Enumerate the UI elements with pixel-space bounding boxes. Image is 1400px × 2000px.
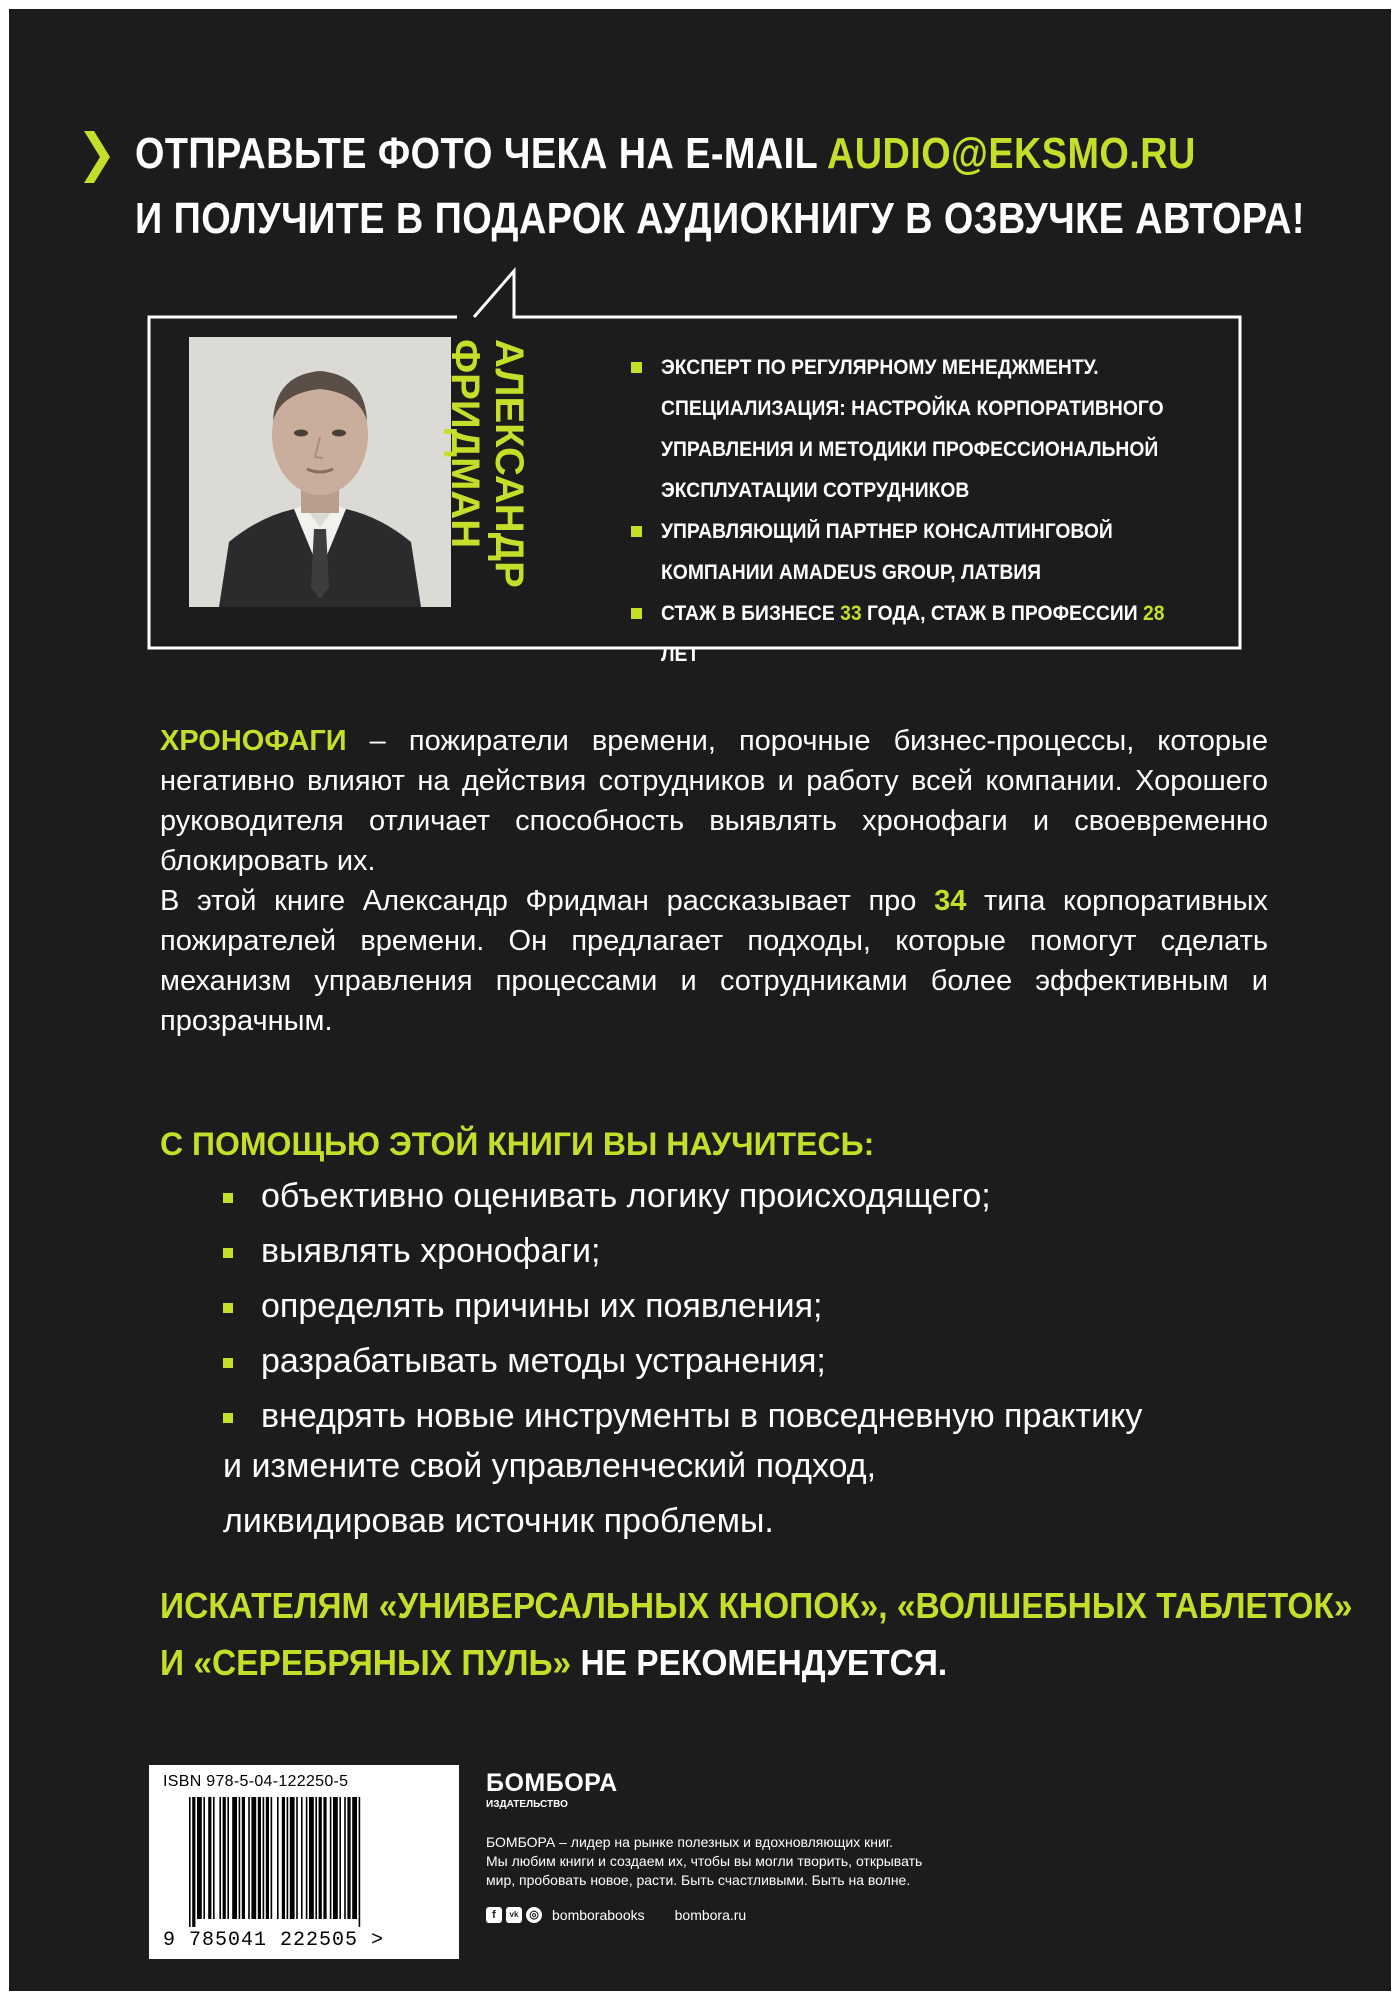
author-first-name: АЛЕКСАНДР — [487, 339, 531, 588]
publisher-social — [486, 1907, 746, 1923]
list-item: разрабатывать методы устранения; — [223, 1334, 1323, 1389]
barcode-digits: 9 785041 222505 > — [163, 1929, 385, 1952]
bullet-square-icon — [631, 526, 642, 537]
list-item: определять причины их появления; — [223, 1279, 1323, 1334]
skills-outro: и измените свой управленческий подход, ликвидировав источник проблемы. — [223, 1447, 877, 1540]
bullet-square-icon — [631, 362, 642, 373]
bullet-square-icon — [223, 1358, 233, 1368]
skills-heading: С ПОМОЩЬЮ ЭТОЙ КНИГИ ВЫ НАУЧИТЕСЬ: — [160, 1126, 875, 1162]
bullet-square-icon — [223, 1303, 233, 1313]
publisher-logo: БОМБОРА — [486, 1769, 618, 1797]
book-back-cover — [9, 9, 1391, 1991]
isbn-number: ISBN 978-5-04-122250-5 — [163, 1773, 349, 1790]
warning-statement: ИСКАТЕЛЯМ «УНИВЕРСАЛЬНЫХ КНОПОК», «ВОЛШЕБНЫХ ТАБЛЕТОК» И «СЕРЕБРЯНЫХ ПУЛЬ» НЕ РЕКОМЕНДУЕТСЯ. — [160, 1585, 1353, 1683]
publisher-website[interactable]: bombora.ru — [674, 1907, 747, 1923]
publisher-subtitle: ИЗДАТЕЛЬСТВО — [486, 1799, 568, 1810]
barcode-bars — [189, 1797, 429, 1927]
bullet-square-icon — [223, 1248, 233, 1258]
description-paragraph: ХРОНОФАГИ – пожиратели времени, порочные бизнес-процессы, которые негативно влияют на действия сотрудников и работу всей компании. Хорошего руководителя отличает способность выявлять хронофаги и своевременно блокировать их. — [160, 725, 1268, 877]
bullet-square-icon — [223, 1413, 233, 1423]
author-photo — [189, 337, 451, 607]
bullet-square-icon — [631, 608, 642, 619]
list-item: объективно оценивать логику происходящего; — [223, 1169, 1323, 1224]
author-fact: ЭКСПЕРТ ПО РЕГУЛЯРНОМУ МЕНЕДЖМЕНТУ. СПЕЦИАЛИЗАЦИЯ: НАСТРОЙКА КОРПОРАТИВНОГО УПРАВЛЕНИЯ И МЕТОДИКИ ПРОФЕССИОНАЛЬНОЙ ЭКСПЛУАТАЦИИ СОТРУДНИКОВ — [631, 347, 1251, 511]
barcode — [149, 1765, 459, 1959]
author-fact: УПРАВЛЯЮЩИЙ ПАРТНЕР КОНСАЛТИНГОВОЙ КОМПАНИИ AMADEUS GROUP, ЛАТВИЯ — [631, 511, 1251, 593]
promo-text: ОТПРАВЬТЕ ФОТО ЧЕКА НА E-MAIL — [135, 129, 827, 178]
promo-line-gift: И ПОЛУЧИТЕ В ПОДАРОК АУДИОКНИГУ В ОЗВУЧКЕ АВТОРА! — [135, 194, 1305, 243]
list-item: внедрять новые инструменты в повседневную практику — [223, 1389, 1323, 1444]
instagram-icon[interactable]: ◎ — [526, 1907, 542, 1923]
term-highlight: ХРОНОФАГИ — [160, 725, 347, 757]
list-item: выявлять хронофаги; — [223, 1224, 1323, 1279]
author-last-name: ФРИДМАН — [443, 339, 487, 549]
facebook-icon[interactable]: f — [486, 1907, 502, 1923]
bullet-square-icon — [223, 1193, 233, 1203]
book-description — [160, 721, 1268, 1041]
promo-email: AUDIO@EKSMO.RU — [826, 129, 1196, 178]
vk-icon[interactable]: vk — [506, 1907, 522, 1923]
skills-list — [223, 1169, 1323, 1444]
author-facts-list — [631, 347, 1251, 675]
social-handle[interactable]: bomborabooks — [552, 1907, 645, 1923]
description-paragraph: В этой книге Александр Фридман рассказывает про 34 типа корпоративных пожирателей времени. Он предлагает подходы, которые помогут сделать механизм управления процессами и сотрудниками более эффективным и прозрачным. — [160, 885, 1268, 1037]
publisher-description: БОМБОРА – лидер на рынке полезных и вдохновляющих книг. Мы любим книги и создаем их, чтобы вы могли творить, открывать мир, пробовать новое, расти. Быть счастливыми. Быть на волне. — [486, 1834, 923, 1888]
author-fact: СТАЖ В БИЗНЕСЕ 33 ГОДА, СТАЖ В ПРОФЕССИИ 28 ЛЕТ — [631, 593, 1251, 675]
